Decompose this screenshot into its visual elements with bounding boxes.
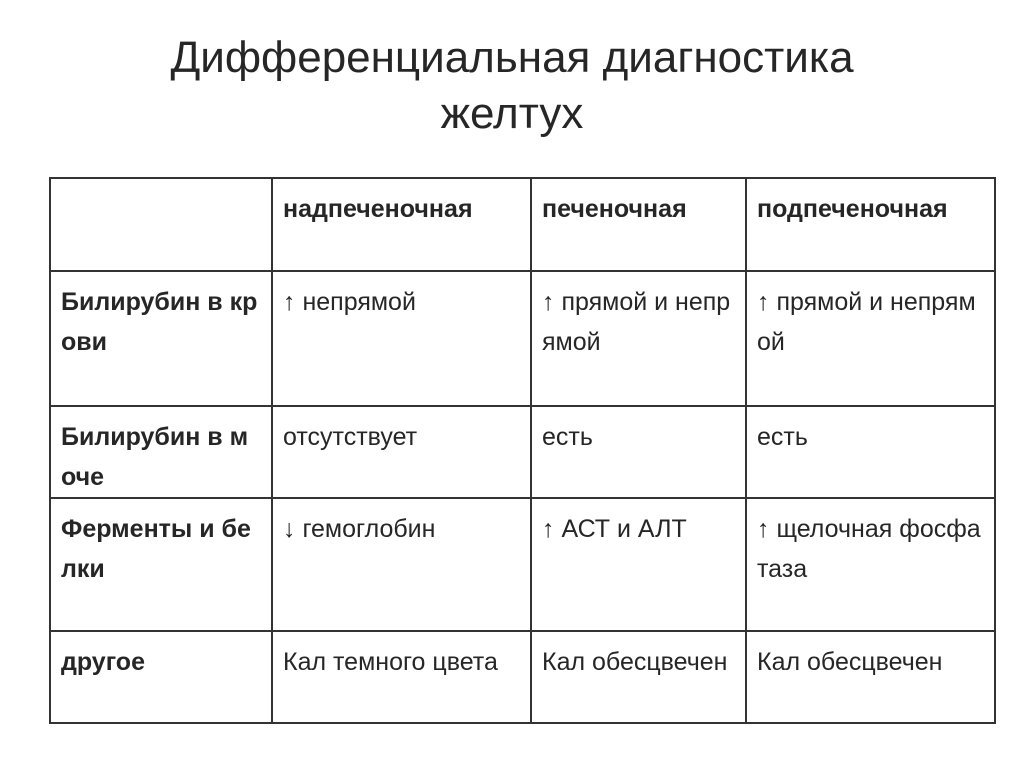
- table-row: [50, 271, 995, 406]
- header-cell-hepatic: печеночная: [531, 178, 746, 271]
- table-row: [50, 498, 995, 631]
- row-label-enzymes-proteins: Ферменты и белки: [50, 498, 272, 631]
- slide-title-line-1: Дифференциальная диагностика: [170, 33, 854, 82]
- header-cell-posthepatic: подпеченочная: [746, 178, 995, 271]
- table-cell: ↑ непрямой: [272, 271, 531, 406]
- table-row: [50, 406, 995, 498]
- table-cell: Кал обесцвечен: [746, 631, 995, 723]
- table-header-row: [50, 178, 995, 271]
- row-label-other: другое: [50, 631, 272, 723]
- row-label-bilirubin-blood: Билирубин в крови: [50, 271, 272, 406]
- table-cell: ↑ прямой и непрямой: [531, 271, 746, 406]
- table-cell: есть: [746, 406, 995, 498]
- row-label-bilirubin-urine: Билирубин в моче: [50, 406, 272, 498]
- slide-title-line-2: желтух: [440, 89, 584, 138]
- table-cell: ↓ гемоглобин: [272, 498, 531, 631]
- table-cell: ↑ прямой и непрямой: [746, 271, 995, 406]
- header-cell-empty: [50, 178, 272, 271]
- table-cell: Кал темного цвета: [272, 631, 531, 723]
- table-cell: отсутствует: [272, 406, 531, 498]
- table-cell: есть: [531, 406, 746, 498]
- table-cell: ↑ АСТ и АЛТ: [531, 498, 746, 631]
- table-cell: Кал обесцвечен: [531, 631, 746, 723]
- jaundice-differential-table: [49, 177, 996, 724]
- slide-title: [0, 30, 1024, 142]
- header-cell-prehepatic: надпеченочная: [272, 178, 531, 271]
- table-row: [50, 631, 995, 723]
- table-cell: ↑ щелочная фосфатаза: [746, 498, 995, 631]
